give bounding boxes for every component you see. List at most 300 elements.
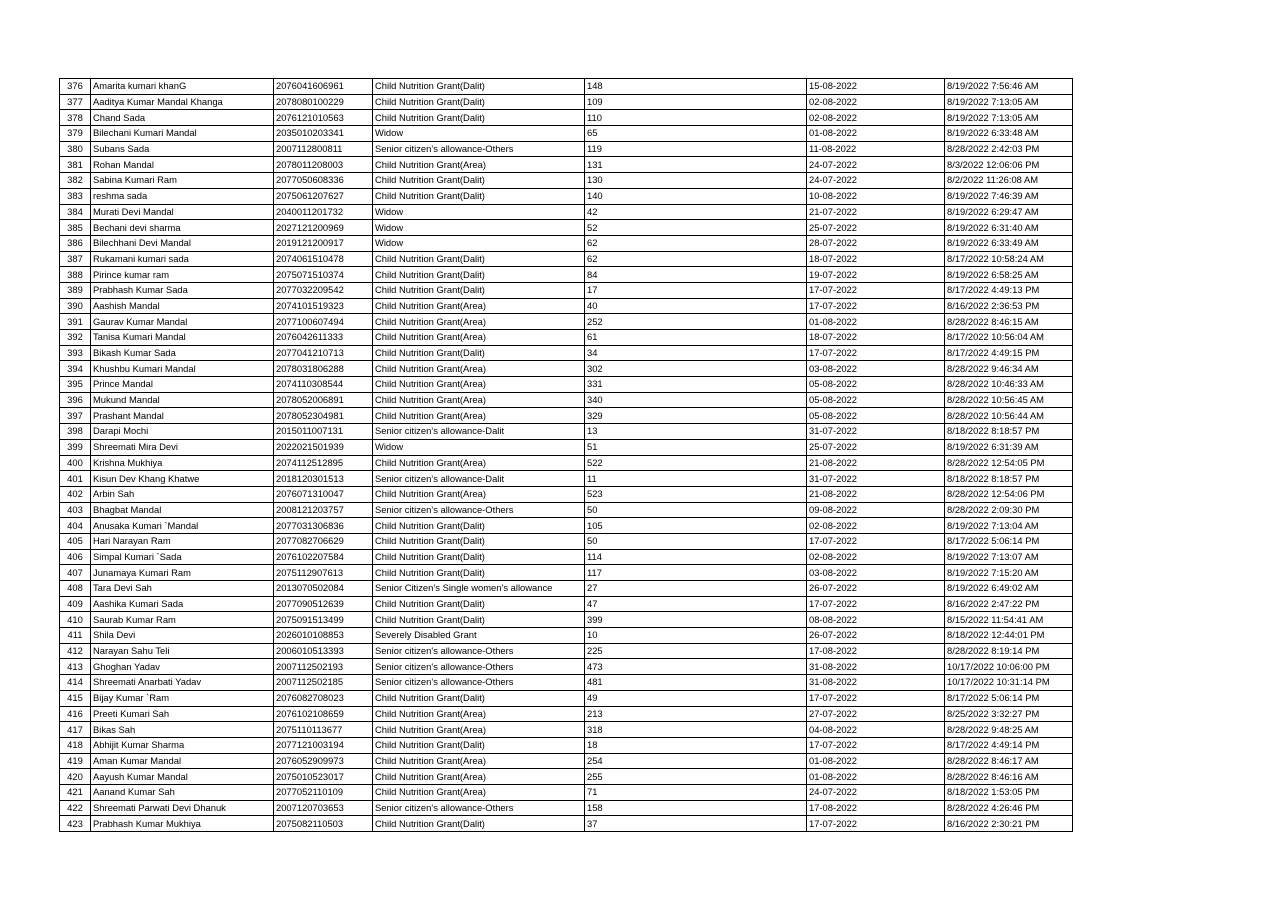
table-row	[60, 471, 1073, 487]
amount-cell: 255	[585, 769, 807, 785]
amount-cell: 62	[585, 235, 807, 251]
name-cell: Prashant Mandal	[91, 408, 274, 424]
amount-cell: 399	[585, 612, 807, 628]
allowance-type-cell: Child Nutrition Grant(Area)	[373, 408, 585, 424]
date-cell: 02-08-2022	[807, 518, 945, 534]
id-number-cell: 2007112502193	[274, 659, 373, 675]
date-cell: 21-08-2022	[807, 455, 945, 471]
id-number-cell: 2075091513499	[274, 612, 373, 628]
table-row	[60, 533, 1073, 549]
timestamp-cell: 8/19/2022 6:33:49 AM	[945, 235, 1073, 251]
timestamp-cell: 8/17/2022 10:58:24 AM	[945, 251, 1073, 267]
name-cell: Aashika Kumari Sada	[91, 596, 274, 612]
date-cell: 04-08-2022	[807, 722, 945, 738]
date-cell: 25-07-2022	[807, 439, 945, 455]
timestamp-cell: 8/19/2022 7:13:07 AM	[945, 549, 1073, 565]
table-row	[60, 361, 1073, 377]
table-row	[60, 204, 1073, 220]
name-cell: Simpal Kumari `Sada	[91, 549, 274, 565]
amount-cell: 158	[585, 800, 807, 816]
table-row	[60, 690, 1073, 706]
id-number-cell: 2075110113677	[274, 722, 373, 738]
serial-number-cell: 400	[60, 455, 91, 471]
name-cell: Ghoghan Yadav	[91, 659, 274, 675]
id-number-cell: 2077041210713	[274, 345, 373, 361]
amount-cell: 225	[585, 643, 807, 659]
amount-cell: 18	[585, 737, 807, 753]
id-number-cell: 2074112512895	[274, 455, 373, 471]
name-cell: Abhijit Kumar Sharma	[91, 737, 274, 753]
id-number-cell: 2078080100229	[274, 94, 373, 110]
id-number-cell: 2022021501939	[274, 439, 373, 455]
allowance-type-cell: Child Nutrition Grant(Area)	[373, 298, 585, 314]
serial-number-cell: 377	[60, 94, 91, 110]
amount-cell: 140	[585, 188, 807, 204]
name-cell: Hari Narayan Ram	[91, 533, 274, 549]
date-cell: 31-08-2022	[807, 659, 945, 675]
allowance-type-cell: Child Nutrition Grant(Dalit)	[373, 188, 585, 204]
name-cell: Rukamani kumari sada	[91, 251, 274, 267]
serial-number-cell: 387	[60, 251, 91, 267]
timestamp-cell: 8/18/2022 1:53:05 PM	[945, 784, 1073, 800]
serial-number-cell: 385	[60, 220, 91, 236]
timestamp-cell: 8/17/2022 5:06:14 PM	[945, 533, 1073, 549]
timestamp-cell: 8/28/2022 2:42:03 PM	[945, 141, 1073, 157]
amount-cell: 302	[585, 361, 807, 377]
id-number-cell: 2006010513393	[274, 643, 373, 659]
id-number-cell: 2077121003194	[274, 737, 373, 753]
name-cell: Kisun Dev Khang Khatwe	[91, 471, 274, 487]
table-row	[60, 345, 1073, 361]
allowance-type-cell: Child Nutrition Grant(Area)	[373, 753, 585, 769]
date-cell: 28-07-2022	[807, 235, 945, 251]
table-row	[60, 753, 1073, 769]
allowance-type-cell: Child Nutrition Grant(Dalit)	[373, 549, 585, 565]
timestamp-cell: 8/25/2022 3:32:27 PM	[945, 706, 1073, 722]
serial-number-cell: 417	[60, 722, 91, 738]
timestamp-cell: 8/18/2022 8:18:57 PM	[945, 424, 1073, 440]
date-cell: 10-08-2022	[807, 188, 945, 204]
amount-cell: 50	[585, 502, 807, 518]
timestamp-cell: 8/19/2022 7:13:05 AM	[945, 94, 1073, 110]
id-number-cell: 2076052909973	[274, 753, 373, 769]
timestamp-cell: 8/28/2022 10:56:45 AM	[945, 392, 1073, 408]
allowance-type-cell: Senior Citizen’s Single women’s allowance	[373, 581, 585, 597]
table-row	[60, 94, 1073, 110]
allowance-type-cell: Widow	[373, 439, 585, 455]
table-row	[60, 157, 1073, 173]
allowance-type-cell: Senior citizen’s allowance-Others	[373, 800, 585, 816]
name-cell: Shreemati Mira Devi	[91, 439, 274, 455]
allowance-type-cell: Child Nutrition Grant(Area)	[373, 706, 585, 722]
amount-cell: 130	[585, 173, 807, 189]
timestamp-cell: 8/28/2022 10:46:33 AM	[945, 377, 1073, 393]
date-cell: 01-08-2022	[807, 126, 945, 142]
name-cell: reshma sada	[91, 188, 274, 204]
id-number-cell: 2018120301513	[274, 471, 373, 487]
table-row	[60, 439, 1073, 455]
name-cell: Khushbu Kumari Mandal	[91, 361, 274, 377]
date-cell: 01-08-2022	[807, 314, 945, 330]
table-row	[60, 596, 1073, 612]
amount-cell: 481	[585, 675, 807, 691]
serial-number-cell: 379	[60, 126, 91, 142]
amount-cell: 114	[585, 549, 807, 565]
date-cell: 05-08-2022	[807, 392, 945, 408]
name-cell: Aman Kumar Mandal	[91, 753, 274, 769]
amount-cell: 52	[585, 220, 807, 236]
date-cell: 02-08-2022	[807, 110, 945, 126]
allowance-type-cell: Child Nutrition Grant(Dalit)	[373, 94, 585, 110]
name-cell: Amarita kumari khanG	[91, 79, 274, 95]
amount-cell: 522	[585, 455, 807, 471]
date-cell: 21-08-2022	[807, 486, 945, 502]
serial-number-cell: 392	[60, 330, 91, 346]
allowance-type-cell: Child Nutrition Grant(Dalit)	[373, 110, 585, 126]
table-row	[60, 565, 1073, 581]
id-number-cell: 2008121203757	[274, 502, 373, 518]
table-row	[60, 188, 1073, 204]
allowance-type-cell: Child Nutrition Grant(Dalit)	[373, 612, 585, 628]
id-number-cell: 2027121200969	[274, 220, 373, 236]
table-row	[60, 408, 1073, 424]
serial-number-cell: 388	[60, 267, 91, 283]
id-number-cell: 2074101519323	[274, 298, 373, 314]
name-cell: Chand Sada	[91, 110, 274, 126]
serial-number-cell: 401	[60, 471, 91, 487]
date-cell: 24-07-2022	[807, 173, 945, 189]
date-cell: 17-07-2022	[807, 690, 945, 706]
timestamp-cell: 8/19/2022 7:56:46 AM	[945, 79, 1073, 95]
table-row	[60, 110, 1073, 126]
serial-number-cell: 378	[60, 110, 91, 126]
allowance-type-cell: Senior citizen’s allowance-Dalit	[373, 471, 585, 487]
serial-number-cell: 421	[60, 784, 91, 800]
id-number-cell: 2075082110503	[274, 816, 373, 832]
serial-number-cell: 397	[60, 408, 91, 424]
table-row	[60, 769, 1073, 785]
id-number-cell: 2077050608336	[274, 173, 373, 189]
timestamp-cell: 8/19/2022 7:15:20 AM	[945, 565, 1073, 581]
id-number-cell: 2078011208003	[274, 157, 373, 173]
date-cell: 18-07-2022	[807, 251, 945, 267]
amount-cell: 318	[585, 722, 807, 738]
serial-number-cell: 394	[60, 361, 91, 377]
timestamp-cell: 8/17/2022 4:49:14 PM	[945, 737, 1073, 753]
table-row	[60, 235, 1073, 251]
date-cell: 17-08-2022	[807, 643, 945, 659]
date-cell: 31-07-2022	[807, 424, 945, 440]
amount-cell: 27	[585, 581, 807, 597]
id-number-cell: 2007112800811	[274, 141, 373, 157]
amount-cell: 42	[585, 204, 807, 220]
table-body	[60, 79, 1073, 832]
allowance-type-cell: Child Nutrition Grant(Dalit)	[373, 79, 585, 95]
id-number-cell: 2077082706629	[274, 533, 373, 549]
serial-number-cell: 422	[60, 800, 91, 816]
table-row	[60, 251, 1073, 267]
name-cell: Tara Devi Sah	[91, 581, 274, 597]
amount-cell: 109	[585, 94, 807, 110]
table-row	[60, 330, 1073, 346]
timestamp-cell: 8/19/2022 6:31:40 AM	[945, 220, 1073, 236]
table-row	[60, 267, 1073, 283]
timestamp-cell: 8/19/2022 7:46:39 AM	[945, 188, 1073, 204]
timestamp-cell: 8/17/2022 4:49:15 PM	[945, 345, 1073, 361]
timestamp-cell: 8/15/2022 11:54:41 AM	[945, 612, 1073, 628]
id-number-cell: 2076041606961	[274, 79, 373, 95]
amount-cell: 119	[585, 141, 807, 157]
allowance-type-cell: Widow	[373, 235, 585, 251]
name-cell: Junamaya Kumari Ram	[91, 565, 274, 581]
timestamp-cell: 8/17/2022 10:56:04 AM	[945, 330, 1073, 346]
serial-number-cell: 411	[60, 628, 91, 644]
serial-number-cell: 404	[60, 518, 91, 534]
date-cell: 02-08-2022	[807, 94, 945, 110]
name-cell: Bilechani Kumari Mandal	[91, 126, 274, 142]
allowance-type-cell: Senior citizen’s allowance-Others	[373, 659, 585, 675]
amount-cell: 473	[585, 659, 807, 675]
table-row	[60, 486, 1073, 502]
id-number-cell: 2026010108853	[274, 628, 373, 644]
serial-number-cell: 408	[60, 581, 91, 597]
date-cell: 03-08-2022	[807, 565, 945, 581]
timestamp-cell: 8/28/2022 8:46:17 AM	[945, 753, 1073, 769]
timestamp-cell: 8/19/2022 6:31:39 AM	[945, 439, 1073, 455]
table-row	[60, 643, 1073, 659]
allowance-type-cell: Child Nutrition Grant(Area)	[373, 784, 585, 800]
amount-cell: 11	[585, 471, 807, 487]
date-cell: 27-07-2022	[807, 706, 945, 722]
id-number-cell: 2077031306836	[274, 518, 373, 534]
serial-number-cell: 402	[60, 486, 91, 502]
date-cell: 01-08-2022	[807, 769, 945, 785]
name-cell: Shreemati Parwati Devi Dhanuk	[91, 800, 274, 816]
serial-number-cell: 414	[60, 675, 91, 691]
date-cell: 17-07-2022	[807, 345, 945, 361]
date-cell: 26-07-2022	[807, 581, 945, 597]
id-number-cell: 2076082708023	[274, 690, 373, 706]
serial-number-cell: 423	[60, 816, 91, 832]
serial-number-cell: 382	[60, 173, 91, 189]
id-number-cell: 2077100607494	[274, 314, 373, 330]
allowance-type-cell: Child Nutrition Grant(Dalit)	[373, 816, 585, 832]
serial-number-cell: 398	[60, 424, 91, 440]
name-cell: Bechani devi sharma	[91, 220, 274, 236]
timestamp-cell: 8/3/2022 12:06:06 PM	[945, 157, 1073, 173]
serial-number-cell: 380	[60, 141, 91, 157]
amount-cell: 65	[585, 126, 807, 142]
allowance-type-cell: Widow	[373, 204, 585, 220]
allowance-type-cell: Child Nutrition Grant(Dalit)	[373, 518, 585, 534]
amount-cell: 84	[585, 267, 807, 283]
allowance-type-cell: Child Nutrition Grant(Dalit)	[373, 737, 585, 753]
date-cell: 01-08-2022	[807, 753, 945, 769]
timestamp-cell: 10/17/2022 10:06:00 PM	[945, 659, 1073, 675]
amount-cell: 117	[585, 565, 807, 581]
timestamp-cell: 8/28/2022 8:46:15 AM	[945, 314, 1073, 330]
amount-cell: 105	[585, 518, 807, 534]
date-cell: 09-08-2022	[807, 502, 945, 518]
date-cell: 05-08-2022	[807, 408, 945, 424]
amount-cell: 40	[585, 298, 807, 314]
table-row	[60, 220, 1073, 236]
timestamp-cell: 8/16/2022 2:36:53 PM	[945, 298, 1073, 314]
table-row	[60, 675, 1073, 691]
id-number-cell: 2074110308544	[274, 377, 373, 393]
timestamp-cell: 8/28/2022 12:54:06 PM	[945, 486, 1073, 502]
amount-cell: 61	[585, 330, 807, 346]
timestamp-cell: 8/19/2022 6:29:47 AM	[945, 204, 1073, 220]
allowance-type-cell: Child Nutrition Grant(Dalit)	[373, 596, 585, 612]
timestamp-cell: 8/28/2022 8:19:14 PM	[945, 643, 1073, 659]
id-number-cell: 2077032209542	[274, 282, 373, 298]
amount-cell: 131	[585, 157, 807, 173]
allowance-type-cell: Child Nutrition Grant(Area)	[373, 486, 585, 502]
date-cell: 11-08-2022	[807, 141, 945, 157]
id-number-cell: 2007120703653	[274, 800, 373, 816]
name-cell: Sabina Kumari Ram	[91, 173, 274, 189]
allowance-type-cell: Child Nutrition Grant(Dalit)	[373, 267, 585, 283]
timestamp-cell: 8/28/2022 9:48:25 AM	[945, 722, 1073, 738]
date-cell: 17-07-2022	[807, 298, 945, 314]
amount-cell: 17	[585, 282, 807, 298]
name-cell: Bhagbat Mandal	[91, 502, 274, 518]
id-number-cell: 2077090512639	[274, 596, 373, 612]
allowance-type-cell: Child Nutrition Grant(Area)	[373, 455, 585, 471]
table-row	[60, 314, 1073, 330]
timestamp-cell: 8/17/2022 5:06:14 PM	[945, 690, 1073, 706]
timestamp-cell: 8/19/2022 6:58:25 AM	[945, 267, 1073, 283]
id-number-cell: 2075071510374	[274, 267, 373, 283]
allowance-type-cell: Child Nutrition Grant(Dalit)	[373, 173, 585, 189]
allowance-type-cell: Child Nutrition Grant(Area)	[373, 157, 585, 173]
serial-number-cell: 391	[60, 314, 91, 330]
id-number-cell: 2074061510478	[274, 251, 373, 267]
date-cell: 05-08-2022	[807, 377, 945, 393]
amount-cell: 37	[585, 816, 807, 832]
table-row	[60, 126, 1073, 142]
amount-cell: 213	[585, 706, 807, 722]
id-number-cell: 2076102207584	[274, 549, 373, 565]
name-cell: Shreemati Anarbati Yadav	[91, 675, 274, 691]
amount-cell: 47	[585, 596, 807, 612]
timestamp-cell: 8/19/2022 6:33:48 AM	[945, 126, 1073, 142]
serial-number-cell: 399	[60, 439, 91, 455]
serial-number-cell: 396	[60, 392, 91, 408]
name-cell: Shila Devi	[91, 628, 274, 644]
timestamp-cell: 8/28/2022 2:09:30 PM	[945, 502, 1073, 518]
allowance-type-cell: Widow	[373, 220, 585, 236]
name-cell: Murati Devi Mandal	[91, 204, 274, 220]
timestamp-cell: 8/19/2022 7:13:04 AM	[945, 518, 1073, 534]
serial-number-cell: 390	[60, 298, 91, 314]
id-number-cell: 2078031806288	[274, 361, 373, 377]
name-cell: Bilechhani Devi Mandal	[91, 235, 274, 251]
timestamp-cell: 8/28/2022 8:46:16 AM	[945, 769, 1073, 785]
timestamp-cell: 8/18/2022 12:44:01 PM	[945, 628, 1073, 644]
date-cell: 17-07-2022	[807, 737, 945, 753]
timestamp-cell: 8/19/2022 7:13:05 AM	[945, 110, 1073, 126]
date-cell: 02-08-2022	[807, 549, 945, 565]
amount-cell: 62	[585, 251, 807, 267]
serial-number-cell: 415	[60, 690, 91, 706]
table-row	[60, 816, 1073, 832]
date-cell: 25-07-2022	[807, 220, 945, 236]
amount-cell: 34	[585, 345, 807, 361]
timestamp-cell: 8/28/2022 4:26:46 PM	[945, 800, 1073, 816]
table-row	[60, 628, 1073, 644]
amount-cell: 252	[585, 314, 807, 330]
date-cell: 19-07-2022	[807, 267, 945, 283]
allowance-type-cell: Senior citizen’s allowance-Dalit	[373, 424, 585, 440]
timestamp-cell: 8/17/2022 4:49:13 PM	[945, 282, 1073, 298]
allowance-type-cell: Child Nutrition Grant(Dalit)	[373, 690, 585, 706]
timestamp-cell: 8/16/2022 2:47:22 PM	[945, 596, 1073, 612]
date-cell: 08-08-2022	[807, 612, 945, 628]
serial-number-cell: 413	[60, 659, 91, 675]
name-cell: Aanand Kumar Sah	[91, 784, 274, 800]
name-cell: Anusaka Kumari `Mandal	[91, 518, 274, 534]
amount-cell: 254	[585, 753, 807, 769]
name-cell: Bikas Sah	[91, 722, 274, 738]
date-cell: 24-07-2022	[807, 157, 945, 173]
date-cell: 15-08-2022	[807, 79, 945, 95]
id-number-cell: 2075112907613	[274, 565, 373, 581]
table-row	[60, 722, 1073, 738]
name-cell: Darapi Mochi	[91, 424, 274, 440]
table-row	[60, 659, 1073, 675]
date-cell: 17-07-2022	[807, 282, 945, 298]
id-number-cell: 2007112502185	[274, 675, 373, 691]
id-number-cell: 2040011201732	[274, 204, 373, 220]
amount-cell: 329	[585, 408, 807, 424]
serial-number-cell: 410	[60, 612, 91, 628]
name-cell: Aashish Mandal	[91, 298, 274, 314]
allowance-type-cell: Child Nutrition Grant(Area)	[373, 392, 585, 408]
name-cell: Narayan Sahu Teli	[91, 643, 274, 659]
amount-cell: 331	[585, 377, 807, 393]
id-number-cell: 2035010203341	[274, 126, 373, 142]
allowance-type-cell: Senior citizen’s allowance-Others	[373, 675, 585, 691]
serial-number-cell: 386	[60, 235, 91, 251]
amount-cell: 340	[585, 392, 807, 408]
name-cell: Prince Mandal	[91, 377, 274, 393]
id-number-cell: 2076071310047	[274, 486, 373, 502]
table-row	[60, 455, 1073, 471]
allowance-type-cell: Widow	[373, 126, 585, 142]
table-row	[60, 800, 1073, 816]
table-row	[60, 141, 1073, 157]
name-cell: Gaurav Kumar Mandal	[91, 314, 274, 330]
id-number-cell: 2075010523017	[274, 769, 373, 785]
table-row	[60, 392, 1073, 408]
allowance-type-cell: Senior citizen’s allowance-Others	[373, 141, 585, 157]
table-row	[60, 612, 1073, 628]
table-row	[60, 173, 1073, 189]
id-number-cell: 2019121200917	[274, 235, 373, 251]
table-row	[60, 298, 1073, 314]
table-row	[60, 377, 1073, 393]
amount-cell: 523	[585, 486, 807, 502]
name-cell: Saurab Kumar Ram	[91, 612, 274, 628]
allowance-type-cell: Child Nutrition Grant(Dalit)	[373, 565, 585, 581]
allowance-type-cell: Child Nutrition Grant(Dalit)	[373, 345, 585, 361]
date-cell: 26-07-2022	[807, 628, 945, 644]
table-row	[60, 79, 1073, 95]
name-cell: Prabhash Kumar Mukhiya	[91, 816, 274, 832]
serial-number-cell: 405	[60, 533, 91, 549]
